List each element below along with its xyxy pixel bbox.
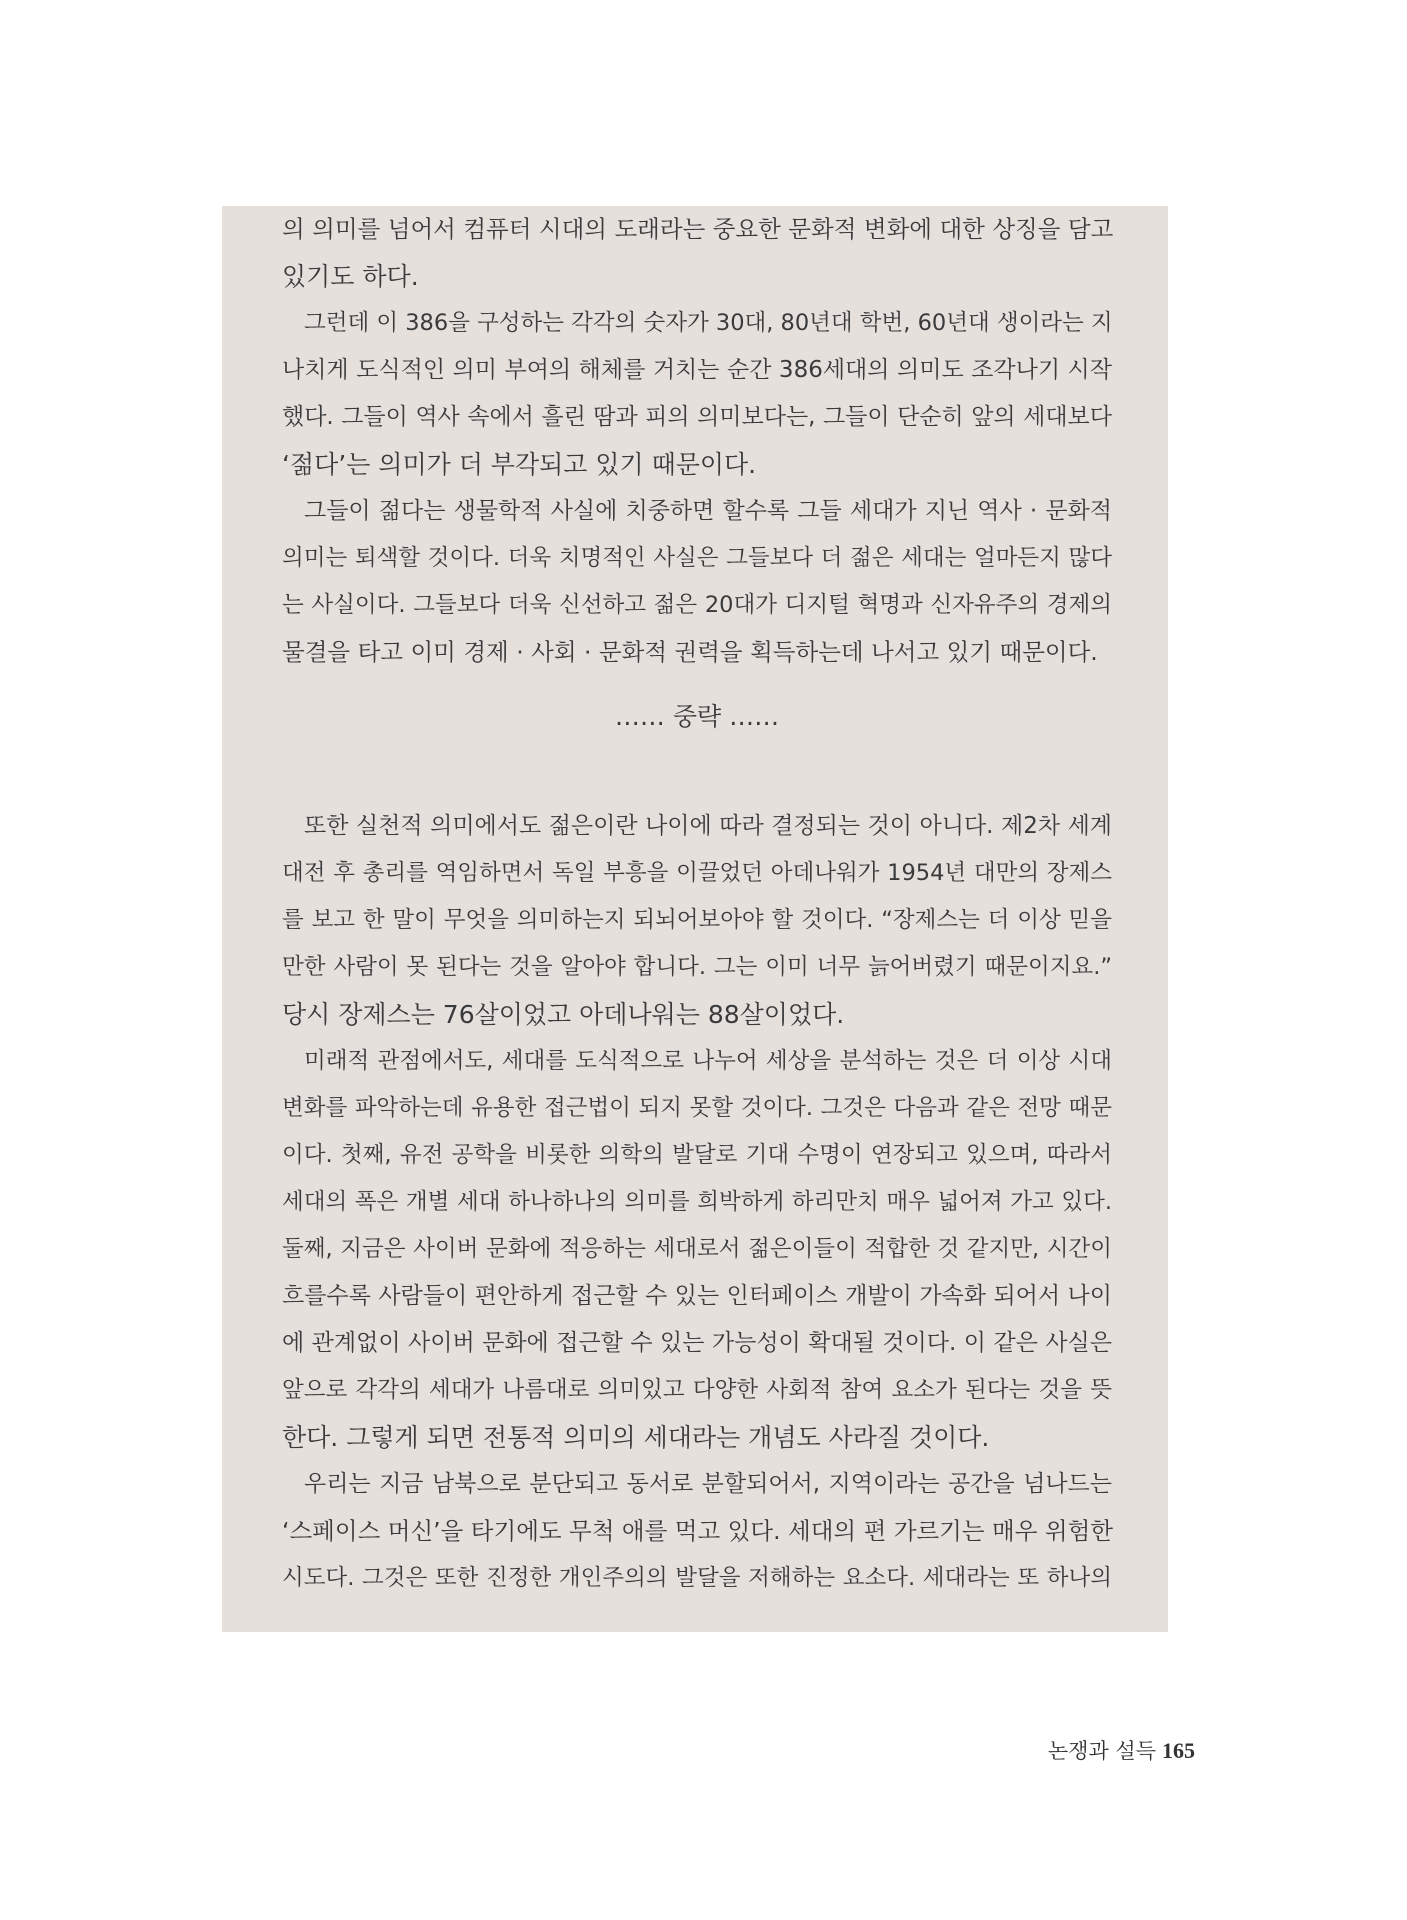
body-line: 둘째, 지금은 사이버 문화에 적응하는 세대로서 젊은이들이 적합한 것 같지만, 시간이: [282, 1236, 1112, 1262]
body-line: 당시 장제스는 76살이었고 아데나워는 88살이었다.: [282, 1000, 845, 1029]
omission-marker: …… 중략 ……: [614, 702, 780, 731]
body-line: 나치게 도식적인 의미 부여의 해체를 거치는 순간 386세대의 의미도 조각나기 시작: [282, 357, 1112, 383]
body-line: 를 보고 한 말이 무엇을 의미하는지 되뇌어보아야 할 것이다. “장제스는 더 이상 믿을: [282, 907, 1112, 933]
body-line: 우리는 지금 남북으로 분단되고 동서로 분할되어서, 지역이라는 공간을 넘나드는: [304, 1471, 1112, 1497]
body-line: 또한 실천적 의미에서도 젊은이란 나이에 따라 결정되는 것이 아니다. 제2차 세계: [304, 813, 1112, 839]
running-title: 논쟁과 설득: [1047, 1739, 1156, 1763]
body-line: 물결을 타고 이미 경제 · 사회 · 문화적 권력을 획득하는데 나서고 있기 때문이다.: [282, 638, 1098, 666]
body-line: 미래적 관점에서도, 세대를 도식적으로 나누어 세상을 분석하는 것은 더 이상 시대: [304, 1048, 1112, 1074]
body-line: 대전 후 총리를 역임하면서 독일 부흥을 이끌었던 아데나워가 1954년 대만의 장제스: [282, 860, 1112, 886]
page-footer: [1048, 1737, 1195, 1765]
body-line: 세대의 폭은 개별 세대 하나하나의 의미를 희박하게 하리만치 매우 넓어져 가고 있다.: [282, 1189, 1112, 1215]
body-line: 의 의미를 넘어서 컴퓨터 시대의 도래라는 중요한 문화적 변화에 대한 상징을 담고: [282, 215, 1114, 243]
body-line: 변화를 파악하는데 유용한 접근법이 되지 못할 것이다. 그것은 다음과 같은 전망 때문: [282, 1095, 1112, 1121]
body-line: ‘젊다’는 의미가 더 부각되고 있기 때문이다.: [282, 450, 757, 479]
body-line: 에 관계없이 사이버 문화에 접근할 수 있는 가능성이 확대될 것이다. 이 같은 사실은: [282, 1330, 1112, 1356]
body-line: 한다. 그렇게 되면 전통적 의미의 세대라는 개념도 사라질 것이다.: [282, 1423, 990, 1452]
body-line: 했다. 그들이 역사 속에서 흘린 땀과 피의 의미보다는, 그들이 단순히 앞의 세대보다: [282, 404, 1112, 430]
body-line: 의미는 퇴색할 것이다. 더욱 치명적인 사실은 그들보다 더 젊은 세대는 얼마든지 많다: [282, 545, 1112, 571]
body-line: 이다. 첫째, 유전 공학을 비롯한 의학의 발달로 기대 수명이 연장되고 있으며, 따라서: [282, 1142, 1112, 1168]
body-line: 시도다. 그것은 또한 진정한 개인주의의 발달을 저해하는 요소다. 세대라는 또 하나의: [282, 1565, 1112, 1591]
page-number: 165: [1162, 1738, 1195, 1763]
body-line: ‘스페이스 머신’을 타기에도 무척 애를 먹고 있다. 세대의 편 가르기는 매우 위험한: [282, 1517, 1114, 1545]
body-line: 는 사실이다. 그들보다 더욱 신선하고 젊은 20대가 디지털 혁명과 신자유주의 경제의: [282, 592, 1112, 618]
quoted-text: [282, 214, 1112, 1610]
body-line: 앞으로 각각의 세대가 나름대로 의미있고 다양한 사회적 참여 요소가 된다는 것을 뜻: [282, 1377, 1112, 1403]
body-line: 흐를수록 사람들이 편안하게 접근할 수 있는 인터페이스 개발이 가속화 되어서 나이: [282, 1283, 1112, 1309]
body-line: 있기도 하다.: [282, 262, 419, 291]
body-line: 그들이 젊다는 생물학적 사실에 치중하면 할수록 그들 세대가 지닌 역사 · 문화적: [304, 498, 1112, 524]
body-line: 만한 사람이 못 된다는 것을 알아야 합니다. 그는 이미 너무 늙어버렸기 때문이지요.”: [282, 954, 1112, 980]
body-line: 그런데 이 386을 구성하는 각각의 숫자가 30대, 80년대 학번, 60년대 생이라는 지: [304, 310, 1113, 336]
